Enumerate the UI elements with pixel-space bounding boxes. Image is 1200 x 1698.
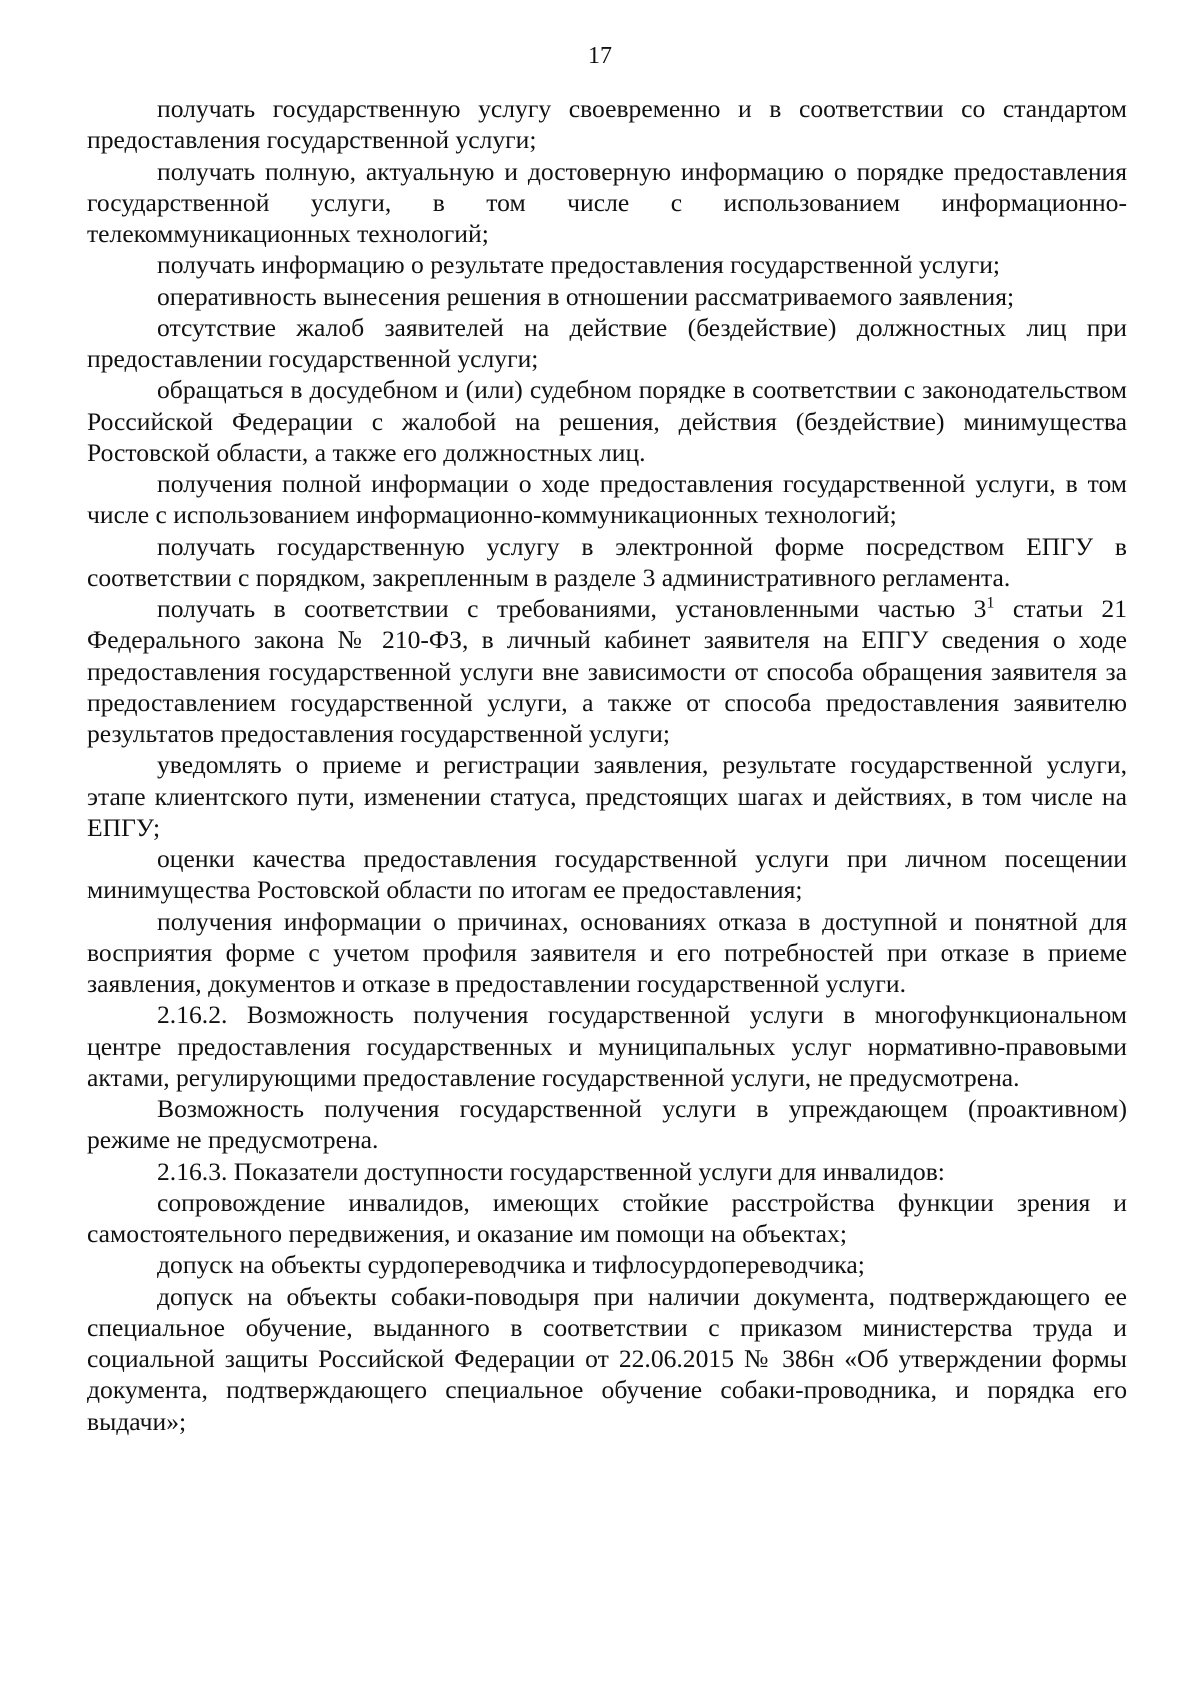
- paragraph: отсутствие жалоб заявителей на действие (бездействие) должностных лиц при предоставлении государственной услуги;: [87, 312, 1127, 373]
- superscript: 1: [986, 594, 995, 612]
- paragraph: получать полную, актуальную и достоверную информацию о порядке предоставления государственной услуги, в том числе с использованием информационно-телекоммуникационных технологий;: [87, 156, 1127, 248]
- paragraph-text: статьи 21 Федерального закона № 210-ФЗ, в личный кабинет заявителя на ЕПГУ сведения о ходе предоставления государственной услуги вне зависимости от способа обращения заявителя за предоставлением государственной услуги, а также от способа предоставления заявителю результатов предоставления государственной услуги;: [87, 594, 1128, 748]
- page-number: 17: [588, 43, 612, 69]
- paragraph: получения информации о причинах, основаниях отказа в доступной и понятной для восприятия форме с учетом профиля заявителя и его потребностей при отказе в приеме заявления, документов и отказе в предоставлении государственной услуги.: [87, 906, 1127, 998]
- paragraph: уведомлять о приеме и регистрации заявления, результате государственной услуги, этапе клиентского пути, изменении статуса, предстоящих шагах и действиях, в том числе на ЕПГУ;: [87, 750, 1127, 842]
- paragraph: получать государственную услугу своевременно и в соответствии со стандартом предоставления государственной услуги;: [87, 94, 1127, 155]
- paragraph: получать государственную услугу в электронной форме посредством ЕПГУ в соответствии с порядком, закрепленным в разделе 3 административного регламента.: [87, 531, 1127, 592]
- paragraph: Возможность получения государственной услуги в упреждающем (проактивном) режиме не предусмотрена.: [87, 1094, 1127, 1155]
- paragraph: обращаться в досудебном и (или) судебном порядке в соответствии с законодательством Российской Федерации с жалобой на решения, действия (бездействие) минимущества Ростовской области, а также его должностных лиц.: [87, 375, 1127, 467]
- paragraph: допуск на объекты сурдопереводчика и тифлосурдопереводчика;: [157, 1250, 865, 1280]
- section-paragraph: 2.16.2. Возможность получения государственной услуги в многофункциональном центре предоставления государственных и муниципальных услуг нормативно-правовыми актами, регулирующими предоставление государственной услуги, не предусмотрена.: [87, 1000, 1127, 1092]
- paragraph-text: получать в соответствии с требованиями, установленными частью 3: [157, 594, 987, 623]
- paragraph: допуск на объекты собаки-поводыря при наличии документа, подтверждающего ее специальное обучение, выданного в соответствии с приказом министерства труда и социальной защиты Российской Федерации от 22.06.2015 № 386н «Об утверждении формы документа, подтверждающего специальное обучение собаки-проводника, и порядка его выдачи»;: [87, 1281, 1127, 1436]
- section-heading: 2.16.3. Показатели доступности государственной услуги для инвалидов:: [157, 1156, 945, 1186]
- paragraph: [87, 593, 1127, 749]
- paragraph: получения полной информации о ходе предоставления государственной услуги, в том числе с использованием информационно-коммуникационных технологий;: [87, 469, 1127, 530]
- paragraph: оценки качества предоставления государственной услуги при личном посещении минимущества Ростовской области по итогам ее предоставления;: [87, 844, 1127, 905]
- paragraph: получать информацию о результате предоставления государственной услуги;: [157, 250, 1001, 280]
- document-body: [87, 93, 1127, 1437]
- paragraph: оперативность вынесения решения в отношении рассматриваемого заявления;: [157, 281, 1015, 311]
- paragraph: сопровождение инвалидов, имеющих стойкие расстройства функции зрения и самостоятельного передвижения, и оказание им помощи на объектах;: [87, 1187, 1127, 1248]
